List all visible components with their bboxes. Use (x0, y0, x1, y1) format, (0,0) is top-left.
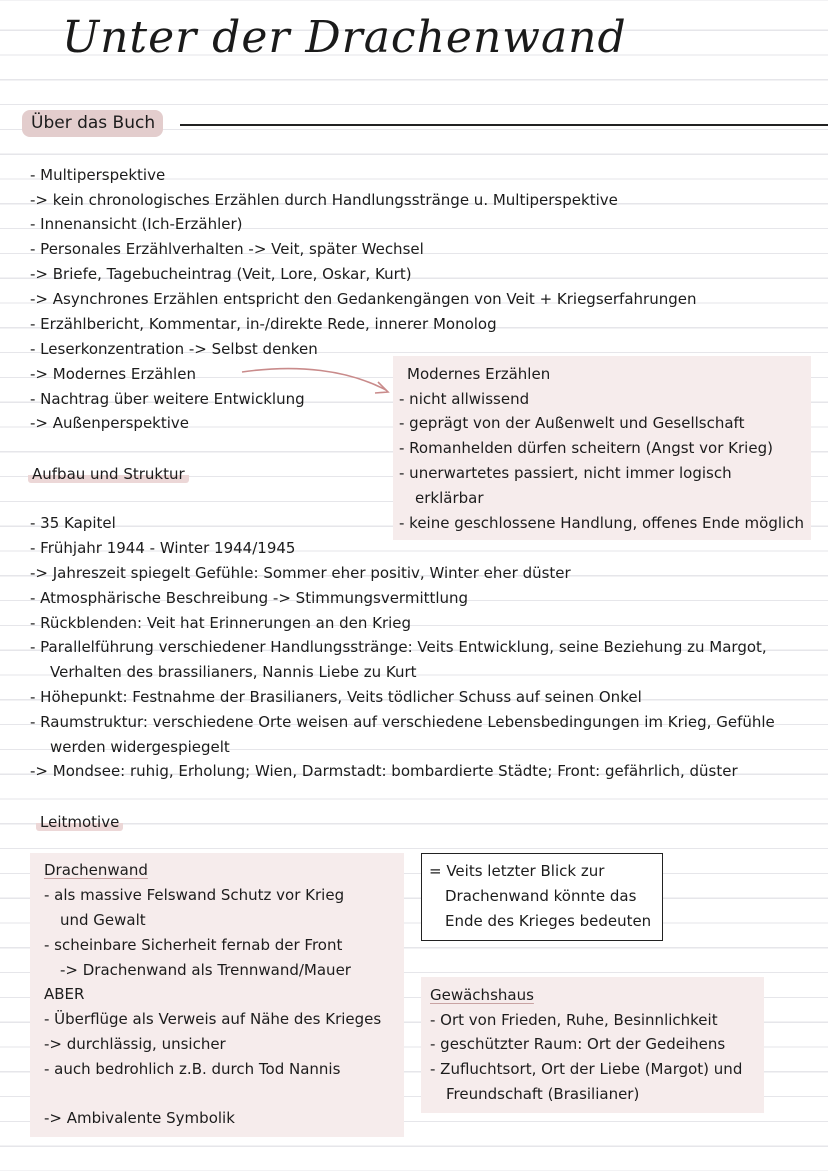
heading-rule (180, 124, 828, 126)
page-title: Unter der Drachenwand (62, 12, 627, 63)
section-heading-motifs (36, 812, 123, 831)
list-item: - Zufluchtsort, Ort der Liebe (Margot) und (430, 1060, 743, 1078)
list-item: -> kein chronologisches Erzählen durch Handlungsstränge u. Multiperspektive (30, 191, 618, 209)
list-item: - 35 Kapitel (30, 514, 116, 532)
list-item: - Frühjahr 1944 - Winter 1944/1945 (30, 539, 296, 557)
greenhouse-title: Gewächshaus (430, 986, 534, 1004)
list-item: - als massive Felswand Schutz vor Krieg (44, 886, 345, 904)
drachenwand-title: Drachenwand (44, 861, 148, 879)
list-item: und Gewalt (60, 911, 146, 929)
list-item: - Ort von Frieden, Ruhe, Besinnlichkeit (430, 1011, 718, 1029)
list-item: - geprägt von der Außenwelt und Gesellschaft (399, 414, 745, 432)
list-item: Ende des Krieges bedeuten (445, 912, 652, 930)
list-item: - Romanhelden dürfen scheitern (Angst vor Krieg) (399, 439, 773, 457)
list-item: werden widergespiegelt (50, 738, 230, 756)
list-item: -> Außenperspektive (30, 414, 190, 432)
section-heading-motifs-label: Leitmotive (36, 813, 123, 831)
list-item: - Parallelführung verschiedener Handlungsstränge: Veits Entwicklung, seine Beziehung zu Margot, (30, 638, 767, 656)
list-item: -> durchlässig, unsicher (44, 1035, 226, 1053)
list-item: - Nachtrag über weitere Entwicklung (30, 390, 305, 408)
list-item: - geschützter Raum: Ort der Gedeihens (430, 1035, 726, 1053)
list-item: -> Mondsee: ruhig, Erholung; Wien, Darmstadt: bombardierte Städte; Front: gefährlich, düster (30, 762, 738, 780)
list-item: -> Jahreszeit spiegelt Gefühle: Sommer eher positiv, Winter eher düster (30, 564, 571, 582)
list-item: - Höhepunkt: Festnahme der Brasilianers, Veits tödlicher Schuss auf seinen Onkel (30, 688, 642, 706)
modern-box-title: Modernes Erzählen (407, 365, 551, 383)
list-item: -> Drachenwand als Trennwand/Mauer (60, 961, 351, 979)
list-item: - scheinbare Sicherheit fernab der Front (44, 936, 343, 954)
section-heading-structure-label: Aufbau und Struktur (28, 465, 189, 483)
list-item: - Erzählbericht, Kommentar, in-/direkte Rede, innerer Monolog (30, 315, 497, 333)
list-item: Verhalten des brassilianers, Nannis Liebe zu Kurt (50, 663, 417, 681)
list-item: -> Modernes Erzählen (30, 365, 196, 383)
section-heading-structure (28, 464, 189, 483)
list-item: erklärbar (415, 489, 484, 507)
list-item: - auch bedrohlich z.B. durch Tod Nannis (44, 1060, 341, 1078)
list-item: -> Briefe, Tagebucheintrag (Veit, Lore, Oskar, Kurt) (30, 265, 412, 283)
list-item: - Atmosphärische Beschreibung -> Stimmungsvermittlung (30, 589, 469, 607)
list-item: - Innenansicht (Ich-Erzähler) (30, 215, 243, 233)
list-item: - Leserkonzentration -> Selbst denken (30, 340, 318, 358)
list-item: - unerwartetes passiert, nicht immer logisch (399, 464, 732, 482)
list-item: ABER (44, 985, 85, 1003)
list-item: - keine geschlossene Handlung, offenes Ende möglich (399, 514, 804, 532)
list-item: -> Ambivalente Symbolik (44, 1109, 235, 1127)
list-item: Freundschaft (Brasilianer) (446, 1085, 640, 1103)
list-item: -> Asynchrones Erzählen entspricht den Gedankengängen von Veit + Kriegserfahrungen (30, 290, 697, 308)
arrow-icon (238, 360, 398, 400)
list-item: Drachenwand könnte das (445, 887, 637, 905)
list-item: - Überflüge als Verweis auf Nähe des Krieges (44, 1010, 382, 1028)
list-item: - nicht allwissend (399, 390, 530, 408)
list-item: = Veits letzter Blick zur (429, 862, 605, 880)
list-item: - Multiperspektive (30, 166, 166, 184)
list-item: - Rückblenden: Veit hat Erinnerungen an den Krieg (30, 614, 412, 632)
section-heading-about: Über das Buch (22, 110, 163, 137)
list-item: - Raumstruktur: verschiedene Orte weisen auf verschiedene Lebensbedingungen im Krieg, Gefühle (30, 713, 775, 731)
list-item: - Personales Erzählverhalten -> Veit, später Wechsel (30, 240, 424, 258)
